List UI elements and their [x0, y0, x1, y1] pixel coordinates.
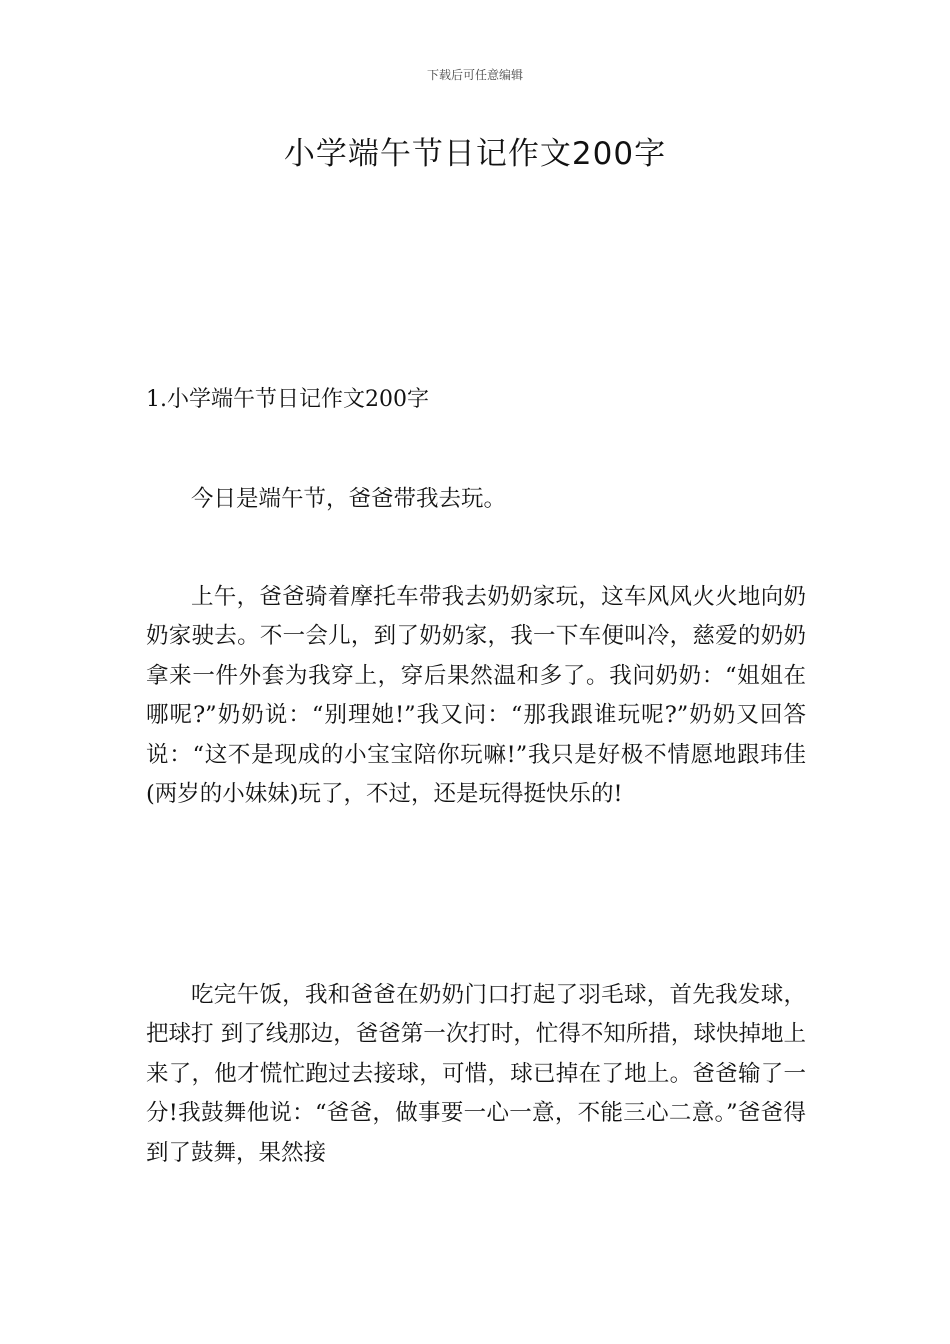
paragraph-3: 吃完午饭，我和爸爸在奶奶门口打起了羽毛球，首先我发球，把球打 到了线那边，爸爸第一次打时，忙得不知所措，球快掉地上来了，他才慌忙跑过去接球，可惜，球已掉在了地上。爸爸输了一分!我鼓舞他说：“爸爸，做事要一心一意，不能三心二意。”爸爸得到了鼓舞，果然接 [146, 982, 806, 1166]
section-heading: 1.小学端午节日记作文200字 [146, 387, 429, 412]
paragraph-2: 上午，爸爸骑着摩托车带我去奶奶家玩，这车风风火火地向奶奶家驶去。不一会儿，到了奶奶家，我一下车便叫冷，慈爱的奶奶拿来一件外套为我穿上，穿后果然温和多了。我问奶奶：“姐姐在哪呢?”奶奶说：“别理她!”我又问：“那我跟谁玩呢?”奶奶又回答说：“这不是现成的小宝宝陪你玩嘛!”我只是好极不情愿地跟玮佳(两岁的小妹妹)玩了，不过，还是玩得挺快乐的! [146, 584, 806, 808]
paragraph-1: 今日是端午节，爸爸带我去玩。 [191, 486, 507, 512]
header-note: 下载后可任意编辑 [426, 68, 523, 82]
document-title: 小学端午节日记作文200字 [283, 136, 667, 172]
